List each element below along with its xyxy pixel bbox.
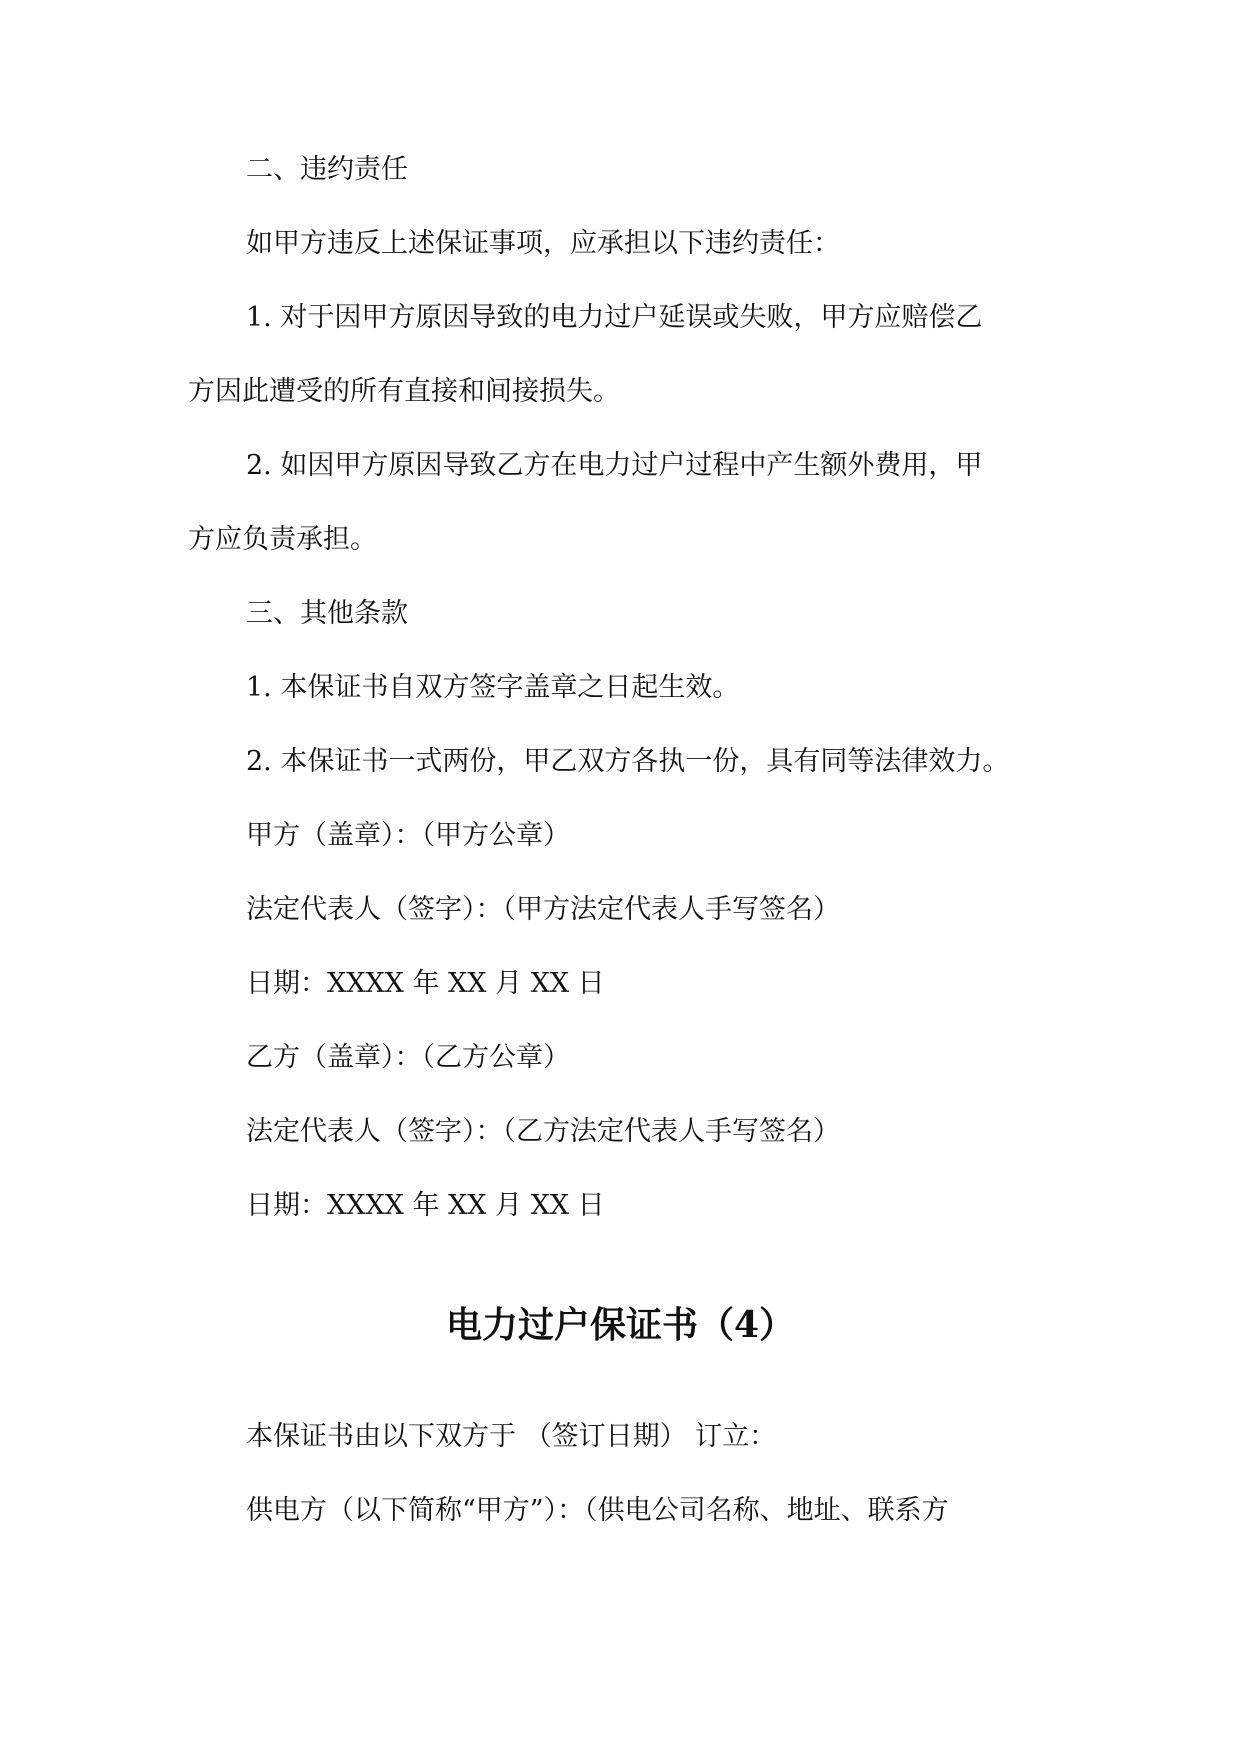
signature-party-a-seal: 甲方（盖章）：（甲方公章） <box>246 820 570 851</box>
paragraph-agreement-intro: 本保证书由以下双方于 （签订日期） 订立： <box>246 1421 777 1452</box>
document-title: 电力过户保证书（4） <box>445 1304 796 1346</box>
signature-party-b-seal: 乙方（盖章）：（乙方公章） <box>246 1042 570 1073</box>
section-heading-breach: 二、违约责任 <box>246 154 408 185</box>
paragraph-other-item2: 2. 本保证书一式两份，甲乙双方各执一份，具有同等法律效力。 <box>246 746 1010 777</box>
section-heading-other-terms: 三、其他条款 <box>246 598 408 629</box>
paragraph-breach-item2-line2: 方应负责承担。 <box>188 524 377 555</box>
signature-party-a-representative: 法定代表人（签字）：（甲方法定代表人手写签名） <box>246 894 840 925</box>
signature-party-b-representative: 法定代表人（签字）：（乙方法定代表人手写签名） <box>246 1116 840 1147</box>
signature-party-a-date: 日期：XXXX 年 XX 月 XX 日 <box>246 968 605 999</box>
signature-party-b-date: 日期：XXXX 年 XX 月 XX 日 <box>246 1190 605 1221</box>
paragraph-breach-intro: 如甲方违反上述保证事项，应承担以下违约责任： <box>246 228 840 259</box>
paragraph-breach-item2-line1: 2. 如因甲方原因导致乙方在电力过户过程中产生额外费用，甲 <box>246 450 983 481</box>
paragraph-breach-item1-line1: 1. 对于因甲方原因导致的电力过户延误或失败，甲方应赔偿乙 <box>246 302 983 333</box>
paragraph-other-item1: 1. 本保证书自双方签字盖章之日起生效。 <box>246 672 740 703</box>
paragraph-supplier-party: 供电方（以下简称“甲方”）：（供电公司名称、地址、联系方 <box>246 1495 949 1526</box>
paragraph-breach-item1-line2: 方因此遭受的所有直接和间接损失。 <box>188 376 620 407</box>
